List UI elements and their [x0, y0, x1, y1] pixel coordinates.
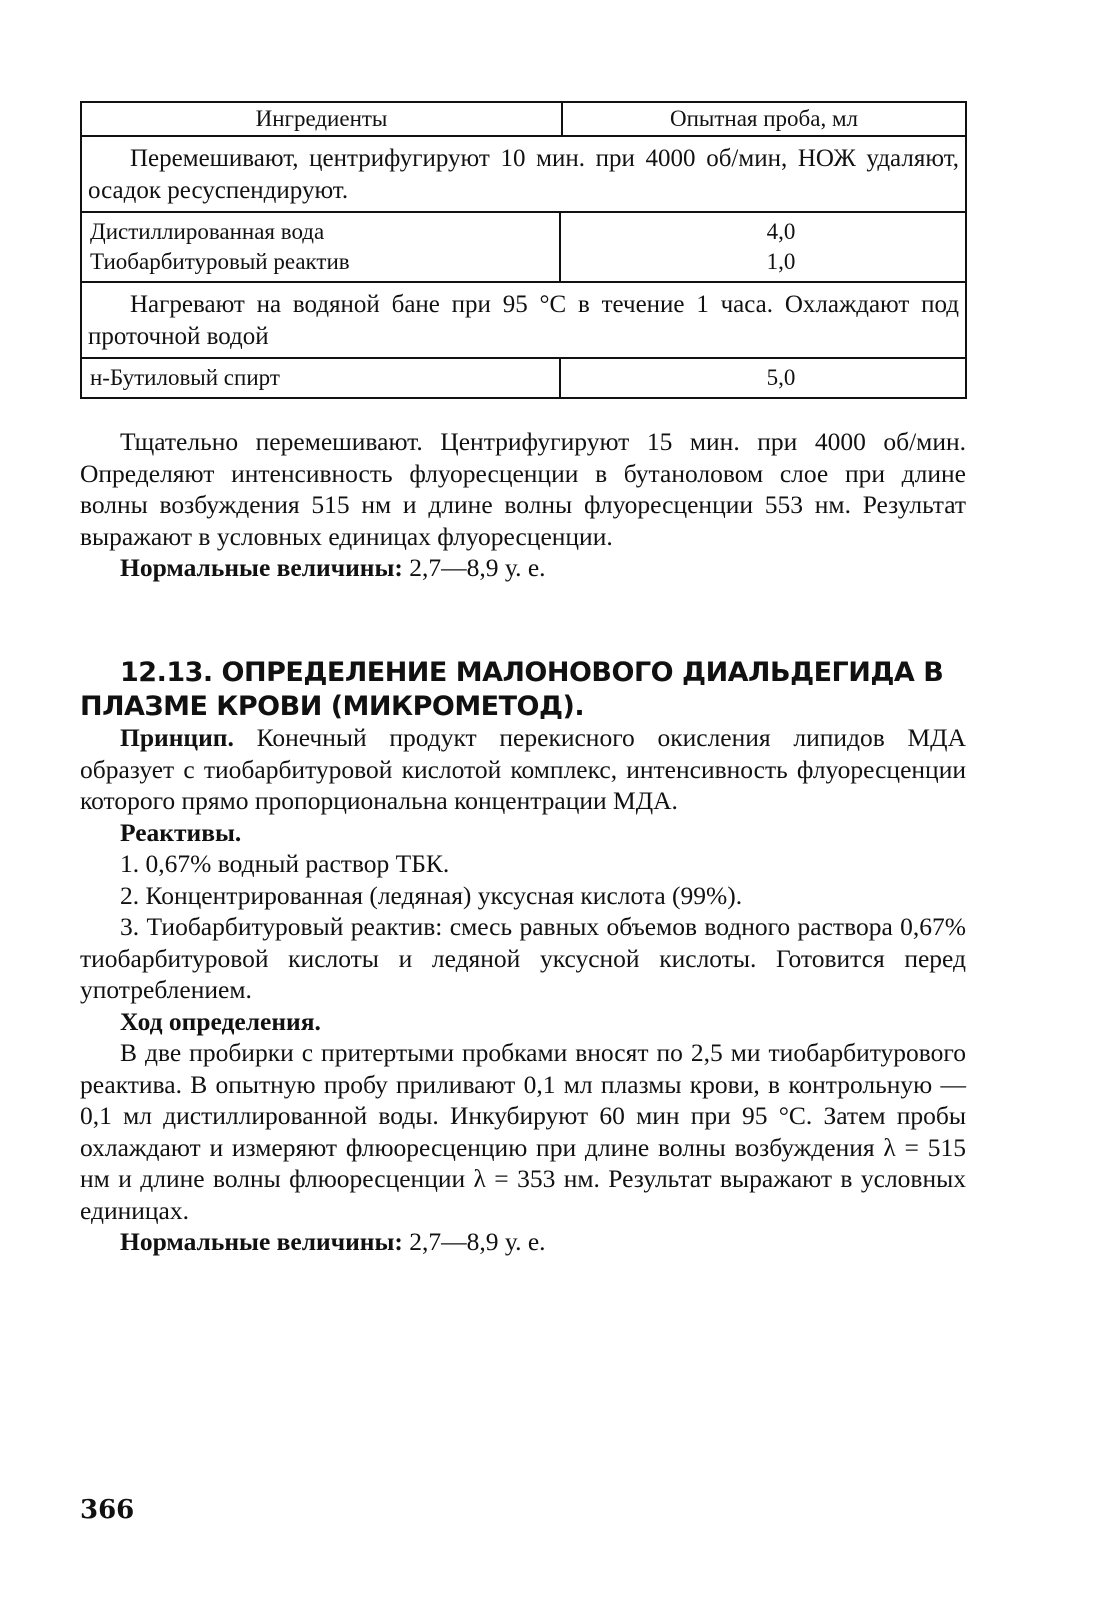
normal-values-label: Нормальные величины: — [120, 553, 403, 582]
normal-values-text: 2,7—8,9 у. е. — [402, 553, 546, 582]
table-rows-reagents — [82, 213, 965, 283]
table-row-name: Дистиллированная вода — [90, 219, 325, 244]
header-ingredients: Ингредиенты — [82, 103, 563, 135]
principle-paragraph — [80, 722, 966, 817]
principle-label: Принцип. — [120, 723, 234, 752]
section1-body — [80, 426, 966, 584]
normal-values-label: Нормальные величины: — [120, 1227, 403, 1256]
table-step-heat: Нагревают на водяной бане при 95 °С в течение 1 часа. Охлаждают под проточной водой — [82, 283, 965, 359]
reagents-heading — [80, 817, 966, 849]
table-step-centrifuge: Перемешивают, центрифугируют 10 мин. при 4000 об/мин, НОЖ удаляют, осадок ресуспендируют. — [82, 137, 965, 213]
table-header-row — [82, 103, 965, 137]
procedure-heading — [80, 1006, 966, 1038]
normal-values-text: 2,7—8,9 у. е. — [402, 1227, 546, 1256]
section1-normal-values — [80, 552, 966, 584]
procedure-paragraph: В две пробирки с притертыми пробками вносят по 2,5 ми тиобарбитурового реактива. В опытную пробу приливают 0,1 мл плазмы крови, в контрольную — 0,1 мл дистиллированной воды. Инкубируют 60 мин при 95 °С. Затем пробы охлаждают и измеряют флюоресценцию при длине волны возбуждения λ = 515 нм и длине волны флюоресценции λ = 353 нм. Результат выражают в условных единицах. — [80, 1038, 966, 1225]
reagents-label: Реактивы. — [120, 817, 242, 847]
reagent-item: 1. 0,67% водный раствор ТБК. — [120, 849, 450, 878]
section2-body — [80, 722, 966, 1258]
ingredients-table — [80, 101, 967, 399]
reagent-item: 3. Тиобарбитуровый реактив: смесь равных объемов водного раствора 0,67% тиобарбитуровой кислоты и ледяной уксусной кислоты. Готовится перед употреблением. — [80, 912, 966, 1004]
table-row-value: 5,0 — [766, 365, 796, 390]
reagent-item: 2. Концентрированная (ледяная) уксусная кислота (99%). — [120, 880, 743, 910]
section2-normal-values — [80, 1226, 966, 1258]
table-row-name: Тиобарбитуровый реактив — [90, 249, 350, 274]
header-sample: Опытная проба, мл — [669, 106, 859, 131]
page-number: 366 — [80, 1495, 135, 1525]
procedure-label: Ход определения. — [120, 1006, 321, 1036]
table-row-name: н-Бутиловый спирт — [90, 365, 280, 390]
section-heading: 12.13. ОПРЕДЕЛЕНИЕ МАЛОНОВОГО ДИАЛЬДЕГИДА В ПЛАЗМЕ КРОВИ (МИКРОМЕТОД). — [80, 657, 944, 722]
section1-paragraph: Тщательно перемешивают. Центрифугируют 15 мин. при 4000 об/мин. Определяют интенсивность флуоресценции в бутаноловом слое при длине волны возбуждения 515 нм и длине волны флуоресценции 553 нм. Результат выражают в условных единицах флуоресценции. — [80, 427, 966, 551]
table-row-value: 1,0 — [766, 249, 796, 274]
table-row-value: 4,0 — [766, 219, 796, 244]
principle-text: Конечный продукт перекисного окисления липидов МДА образует с тиобарбитуровой кислотой комплекс, интенсивность флуоресценции которого прямо пропорциональна концентрации МДА. — [80, 723, 966, 815]
table-rows-butanol — [82, 359, 965, 397]
